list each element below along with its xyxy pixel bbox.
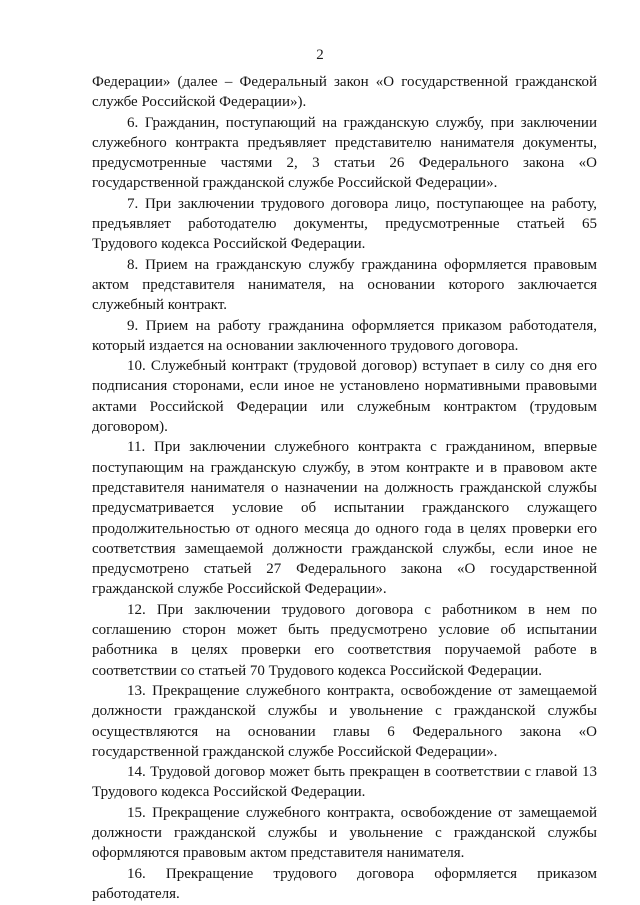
- document-body: [92, 72, 597, 904]
- paragraph-item-13: 13. Прекращение служебного контракта, освобождение от замещаемой должности гражданской службы и увольнение с гражданской службы осуществляются на основании главы 6 Федерального закона «О государственной гражданской службе Российской Федерации».: [92, 682, 597, 760]
- paragraph-item-6: 6. Гражданин, поступающий на гражданскую службу, при заключении служебного контракта предъявляет представителю нанимателя документы, предусмотренные частями 2, 3 статьи 26 Федерального закона «О государственной гражданской службе Российской Федерации».: [92, 114, 597, 192]
- paragraph-item-11: 11. При заключении служебного контракта с гражданином, впервые поступающим на гражданскую службу, в этом контракте и в правовом акте представителя нанимателя о назначении на должность гражданской службы предусматривается условие об испытании гражданского служащего продолжительностью от одного месяца до одного года в целях проверки его соответствия замещаемой должности гражданской службы, если иное не предусмотрено статьей 27 Федерального закона «О государственной гражданской службе Российской Федерации».: [92, 439, 597, 598]
- paragraph-item-7: 7. При заключении трудового договора лицо, поступающее на работу, предъявляет работодателю документы, предусмотренные статьей 65 Трудового кодекса Российской Федерации.: [92, 195, 597, 253]
- page-number: 2: [316, 47, 324, 63]
- paragraph-continuation: Федерации» (далее – Федеральный закон «О государственной гражданской службе Российской Федерации»).: [92, 74, 597, 111]
- paragraph-item-14: 14. Трудовой договор может быть прекращен в соответствии с главой 13 Трудового кодекса Российской Федерации.: [92, 764, 597, 801]
- paragraph-item-15: 15. Прекращение служебного контракта, освобождение от замещаемой должности гражданской службы и увольнение с гражданской службы оформляются правовым актом представителя нанимателя.: [92, 804, 597, 862]
- paragraph-item-10: 10. Служебный контракт (трудовой договор) вступает в силу со дня его подписания сторонами, если иное не установлено нормативными правовыми актами Российской Федерации или служебным контрактом (трудовым договором).: [92, 358, 597, 436]
- paragraph-item-8: 8. Прием на гражданскую службу гражданина оформляется правовым актом представителя нанимателя, на основании которого заключается служебный контракт.: [92, 256, 597, 314]
- paragraph-item-12: 12. При заключении трудового договора с работником в нем по соглашению сторон может быть предусмотрено условие об испытании работника в целях проверки его соответствия поручаемой работе в соответствии со статьей 70 Трудового кодекса Российской Федерации.: [92, 601, 597, 679]
- paragraph-item-9: 9. Прием на работу гражданина оформляется приказом работодателя, который издается на основании заключенного трудового договора.: [92, 317, 597, 354]
- paragraph-item-16: 16. Прекращение трудового договора оформляется приказом работодателя.: [92, 865, 597, 902]
